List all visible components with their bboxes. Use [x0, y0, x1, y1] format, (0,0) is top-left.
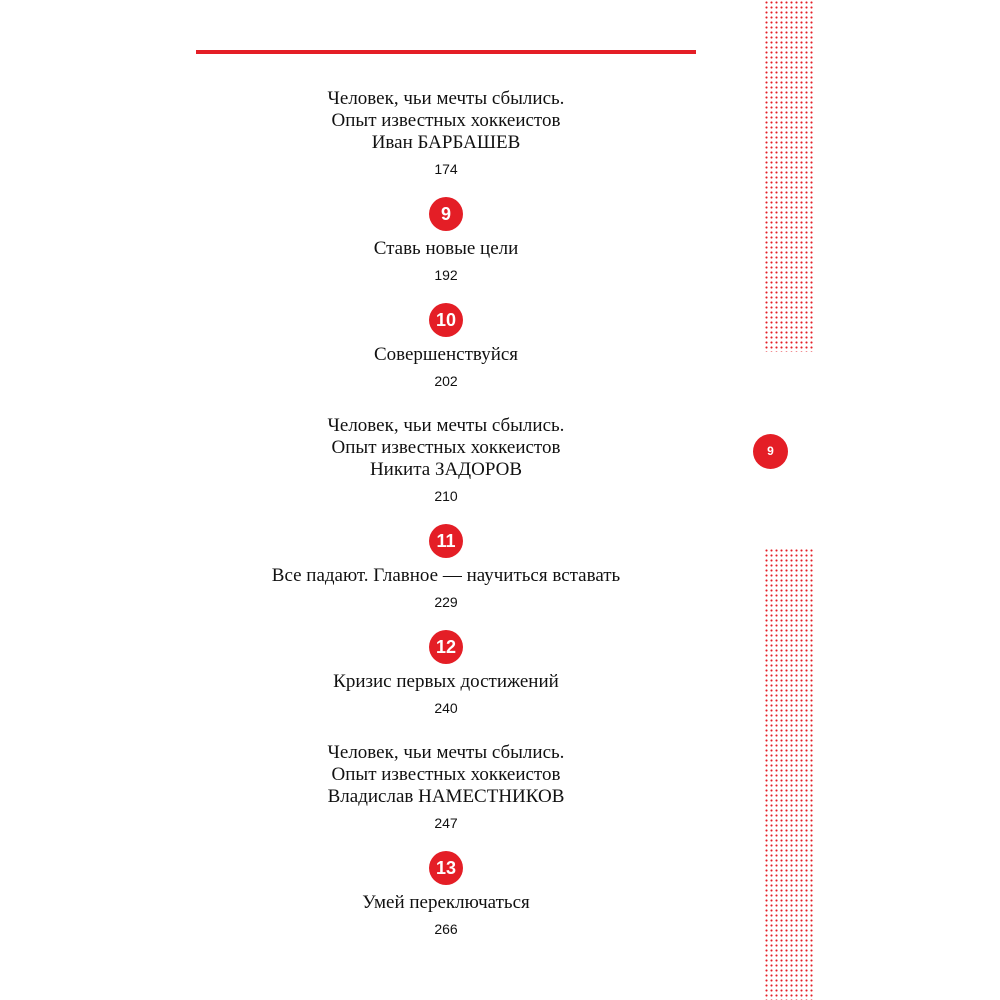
entry-title — [196, 238, 696, 260]
entry-page-number: 210 — [434, 488, 458, 504]
entry-page-number: 174 — [434, 161, 458, 177]
entry-title — [196, 671, 696, 693]
entry-title — [196, 88, 696, 154]
entry-title — [196, 892, 696, 914]
chapter-number-badge: 11 — [429, 524, 463, 558]
decorative-dot-pattern — [764, 548, 814, 1000]
entry-title-line: Человек, чьи мечты сбылись. — [327, 415, 565, 436]
chapter-number-badge: 9 — [429, 197, 463, 231]
entry-title-line: Ставь новые цели — [373, 238, 519, 259]
entry-title — [196, 742, 696, 808]
toc-entry-chapter-11[interactable] — [196, 524, 696, 610]
entry-title-line: Иван БАРБАШЕВ — [371, 132, 521, 153]
entry-title-line: Кризис первых достижений — [333, 671, 559, 692]
entry-title — [196, 565, 696, 587]
chapter-number-badge: 10 — [429, 303, 463, 337]
entry-title-line: Все падают. Главное — научиться вставать — [271, 565, 621, 586]
entry-title-line: Человек, чьи мечты сбылись. — [327, 742, 565, 763]
toc-entry-chapter-9[interactable] — [196, 197, 696, 283]
chapter-number-badge: 13 — [429, 851, 463, 885]
top-rule — [196, 50, 696, 54]
toc-entry-namestnikov[interactable] — [196, 742, 696, 831]
page-number-badge: 9 — [753, 434, 788, 469]
entry-page-number: 266 — [434, 921, 458, 937]
entry-title-line: Опыт известных хоккеистов — [331, 764, 561, 785]
toc-entry-zadorov[interactable] — [196, 415, 696, 504]
entry-page-number: 192 — [434, 267, 458, 283]
entry-title-line: Опыт известных хоккеистов — [331, 110, 561, 131]
table-of-contents — [196, 88, 696, 937]
entry-title-line: Опыт известных хоккеистов — [331, 437, 561, 458]
toc-entry-barbashev[interactable] — [196, 88, 696, 177]
entry-title-line: Человек, чьи мечты сбылись. — [327, 88, 565, 109]
entry-title-line: Владислав НАМЕСТНИКОВ — [327, 786, 565, 807]
chapter-number-badge: 12 — [429, 630, 463, 664]
entry-page-number: 202 — [434, 373, 458, 389]
toc-entry-chapter-13[interactable] — [196, 851, 696, 937]
toc-entry-chapter-10[interactable] — [196, 303, 696, 389]
decorative-dot-pattern — [764, 0, 814, 352]
entry-page-number: 247 — [434, 815, 458, 831]
entry-page-number: 229 — [434, 594, 458, 610]
entry-title-line: Умей переключаться — [362, 892, 530, 913]
entry-title-line: Совершенствуйся — [373, 344, 519, 365]
entry-title — [196, 415, 696, 481]
entry-title-line: Никита ЗАДОРОВ — [369, 459, 523, 480]
entry-title — [196, 344, 696, 366]
toc-entry-chapter-12[interactable] — [196, 630, 696, 716]
entry-page-number: 240 — [434, 700, 458, 716]
